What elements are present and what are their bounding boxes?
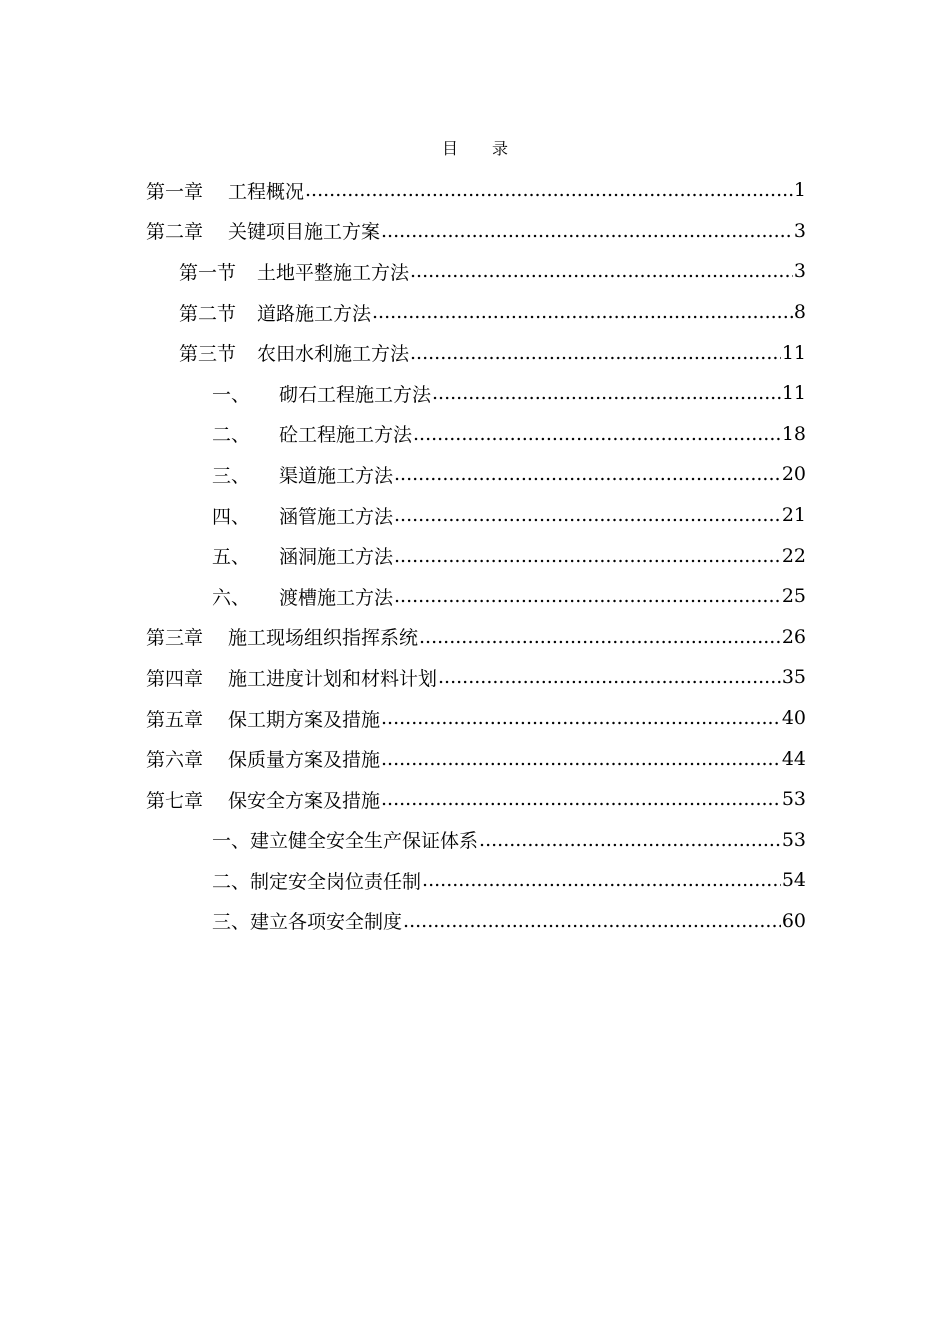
toc-entry[interactable]: [146, 414, 806, 455]
toc-entry[interactable]: [146, 211, 806, 252]
toc-entry-title: 保工期方案及措施: [228, 708, 381, 731]
toc-dot-leader: [381, 788, 781, 810]
toc-entry-number: 六、: [212, 586, 251, 609]
toc-entry[interactable]: [146, 860, 806, 901]
toc-dot-leader: [438, 666, 781, 688]
toc-entry[interactable]: [146, 251, 806, 292]
toc-entry-page-number: 44: [781, 747, 806, 770]
toc-entry-number: 四、: [212, 505, 251, 528]
toc-entry-page-number: 22: [781, 544, 806, 567]
toc-entry-number: 第三章: [146, 627, 204, 650]
toc-entry-page-number: 18: [781, 422, 806, 445]
toc-entry-page-number: 1: [793, 179, 806, 202]
toc-entry-page-number: 53: [781, 828, 806, 851]
toc-entry-page-number: 25: [781, 585, 806, 608]
toc-entry-page-number: 20: [781, 463, 806, 486]
toc-entry-number: 第二章: [146, 221, 204, 244]
toc-entry[interactable]: [146, 292, 806, 333]
toc-entry-title: 渠道施工方法: [279, 464, 394, 487]
toc-entry-title: 建立健全安全生产保证体系: [250, 830, 479, 853]
toc-dot-leader: [381, 707, 781, 729]
toc-entry-page-number: 21: [781, 504, 806, 527]
toc-entry[interactable]: [146, 373, 806, 414]
toc-dot-leader: [410, 342, 781, 364]
toc-entry-title: 涵洞施工方法: [279, 546, 394, 569]
toc-entry-number: 五、: [212, 546, 251, 569]
toc-entry-number: 第一章: [146, 180, 204, 203]
toc-entry-title: 施工现场组织指挥系统: [228, 627, 419, 650]
toc-dot-leader: [419, 626, 781, 648]
toc-title: [0, 136, 950, 159]
toc-entry-number: 第四章: [146, 667, 204, 690]
toc-dot-leader: [394, 545, 781, 567]
toc-title-left: 目: [441, 139, 458, 158]
toc-entry-page-number: 60: [781, 909, 806, 932]
toc-entry-page-number: 11: [781, 341, 806, 364]
toc-dot-leader: [394, 504, 781, 526]
toc-entry-title: 保质量方案及措施: [228, 749, 381, 772]
toc-entry-title: 砌石工程施工方法: [279, 383, 432, 406]
toc-entry-number: 第六章: [146, 749, 204, 772]
toc-entry[interactable]: [146, 332, 806, 373]
toc-entry-title: 制定安全岗位责任制: [250, 870, 422, 893]
toc-entry-page-number: 8: [793, 301, 806, 324]
toc-entry-number: 三、: [212, 911, 251, 934]
toc-entry[interactable]: [146, 454, 806, 495]
toc-entry[interactable]: [146, 820, 806, 861]
toc-entry[interactable]: [146, 535, 806, 576]
toc-entry-number: 第二节: [179, 302, 237, 325]
toc-dot-leader: [413, 423, 781, 445]
toc-title-right: 录: [492, 139, 509, 158]
toc-entry-page-number: 53: [781, 788, 806, 811]
toc-entry[interactable]: [146, 617, 806, 658]
toc-entry[interactable]: [146, 738, 806, 779]
toc-entry-title: 关键项目施工方案: [228, 221, 381, 244]
toc-dot-leader: [394, 585, 781, 607]
toc-dot-leader: [394, 463, 781, 485]
toc-entry-title: 道路施工方法: [257, 302, 372, 325]
toc-entry-number: 三、: [212, 464, 251, 487]
table-of-contents: [146, 170, 806, 941]
toc-entry-page-number: 3: [793, 219, 806, 242]
toc-dot-leader: [381, 748, 781, 770]
toc-entry-title: 渡槽施工方法: [279, 586, 394, 609]
toc-entry-page-number: 35: [781, 666, 806, 689]
toc-dot-leader: [381, 220, 793, 242]
toc-dot-leader: [372, 301, 793, 323]
toc-entry-title: 保安全方案及措施: [228, 789, 381, 812]
toc-entry-page-number: 54: [781, 869, 806, 892]
toc-entry-page-number: 3: [793, 260, 806, 283]
toc-entry-title: 砼工程施工方法: [279, 424, 413, 447]
toc-entry-page-number: 40: [781, 707, 806, 730]
toc-dot-leader: [403, 910, 781, 932]
toc-entry[interactable]: [146, 576, 806, 617]
toc-entry[interactable]: [146, 495, 806, 536]
toc-entry-number: 二、: [212, 870, 251, 893]
toc-entry-title: 施工进度计划和材料计划: [228, 667, 438, 690]
toc-dot-leader: [432, 382, 781, 404]
toc-entry[interactable]: [146, 698, 806, 739]
toc-entry-page-number: 11: [781, 382, 806, 405]
toc-entry-number: 第三节: [179, 343, 237, 366]
toc-entry-number: 第一节: [179, 261, 237, 284]
toc-entry[interactable]: [146, 901, 806, 942]
toc-dot-leader: [479, 829, 781, 851]
toc-entry-title: 土地平整施工方法: [257, 261, 410, 284]
toc-entry-title: 工程概况: [228, 180, 305, 203]
toc-entry[interactable]: [146, 170, 806, 211]
toc-entry-number: 一、: [212, 830, 251, 853]
toc-entry-title: 涵管施工方法: [279, 505, 394, 528]
toc-entry-title: 建立各项安全制度: [250, 911, 403, 934]
toc-entry-title: 农田水利施工方法: [257, 343, 410, 366]
toc-dot-leader: [410, 260, 793, 282]
toc-entry-number: 第五章: [146, 708, 204, 731]
toc-entry[interactable]: [146, 657, 806, 698]
toc-dot-leader: [422, 869, 781, 891]
toc-entry[interactable]: [146, 779, 806, 820]
toc-dot-leader: [305, 179, 793, 201]
toc-entry-number: 二、: [212, 424, 251, 447]
toc-entry-page-number: 26: [781, 625, 806, 648]
toc-entry-number: 一、: [212, 383, 251, 406]
toc-entry-number: 第七章: [146, 789, 204, 812]
